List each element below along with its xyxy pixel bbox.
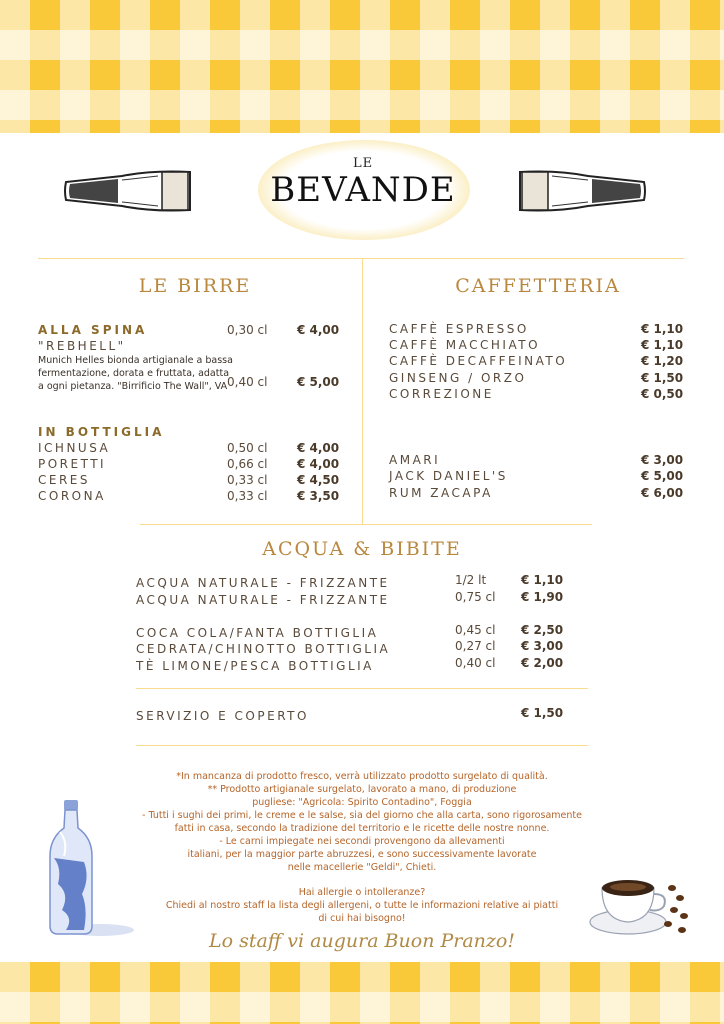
drink-qty: 0,45 cl <box>455 623 496 637</box>
beer-glass-right-icon <box>516 160 648 222</box>
beer-qty: 0,66 cl <box>227 457 268 471</box>
servizio-name: SERVIZIO E COPERTO <box>136 709 309 723</box>
beer-name: CERES <box>38 473 90 487</box>
spina-beer-name: "REBHELL" <box>38 339 126 353</box>
note-line: pugliese: "Agricola: Spirito Contadino", Foggia <box>252 797 472 808</box>
section-title-acqua: ACQUA & BIBITE <box>262 538 462 560</box>
coffee-price: € 1,50 <box>641 371 684 385</box>
drink-price: € 3,00 <box>521 639 564 653</box>
note-line: - Tutti i sughi dei primi, le creme e le salse, sia del giorno che alla carta, sono rigorosamente <box>142 810 582 821</box>
coffee-name: CORREZIONE <box>389 387 494 401</box>
drink-name: CEDRATA/CHINOTTO BOTTIGLIA <box>136 642 391 656</box>
section-title-caffetteria: CAFFETTERIA <box>455 275 621 297</box>
liquor-name: JACK DANIEL'S <box>389 469 508 483</box>
water-price: € 1,90 <box>521 590 564 604</box>
spina-label: ALLA SPINA <box>38 323 148 337</box>
servizio-price: € 1,50 <box>521 706 564 720</box>
beer-price: € 4,00 <box>297 457 340 471</box>
drink-price: € 2,50 <box>521 623 564 637</box>
allergy-line: Chiedi al nostro staff la lista degli allergeni, o tutte le informazioni relative ai piatti <box>165 900 559 911</box>
note-line: - Le carni impiegate nei secondi provengono da allevamenti <box>219 836 505 847</box>
coffee-price: € 1,20 <box>641 354 684 368</box>
water-name: ACQUA NATURALE - FRIZZANTE <box>136 593 390 607</box>
coffee-name: CAFFÈ MACCHIATO <box>389 338 541 352</box>
beer-qty: 0,50 cl <box>227 441 268 455</box>
drink-name: COCA COLA/FANTA BOTTIGLIA <box>136 626 379 640</box>
coffee-cup-icon <box>588 868 692 946</box>
note-line: fatti in casa, secondo la tradizione del territorio e le ricette delle nostre nonne. <box>174 823 550 834</box>
coffee-name: CAFFÈ ESPRESSO <box>389 322 529 336</box>
water-qty: 1/2 lt <box>455 573 487 587</box>
gingham-border-top <box>0 0 724 133</box>
beer-name: ICHNUSA <box>38 441 111 455</box>
note-line: nelle macellerie "Geldi", Chieti. <box>287 862 437 873</box>
beer-qty: 0,33 cl <box>227 489 268 503</box>
coffee-name: CAFFÈ DECAFFEINATO <box>389 354 568 368</box>
beer-name: CORONA <box>38 489 106 503</box>
coffee-price: € 1,10 <box>641 322 684 336</box>
beer-glass-left-icon <box>62 160 194 222</box>
drink-name: TÈ LIMONE/PESCA BOTTIGLIA <box>136 659 374 673</box>
beer-qty: 0,33 cl <box>227 473 268 487</box>
beer-name: PORETTI <box>38 457 107 471</box>
note-line: ** Prodotto artigianale surgelato, lavorato a mano, di produzione <box>207 784 517 795</box>
liquor-name: RUM ZACAPA <box>389 486 493 500</box>
note-line: italiani, per la maggior parte abruzzesi, e sono successivamente lavorate <box>187 849 537 860</box>
page-title: BEVANDE <box>270 170 456 210</box>
bottiglia-label: IN BOTTIGLIA <box>38 425 165 439</box>
coffee-price: € 1,10 <box>641 338 684 352</box>
water-qty: 0,75 cl <box>455 590 496 604</box>
gingham-border-bottom <box>0 962 724 1024</box>
drink-qty: 0,27 cl <box>455 639 496 653</box>
spina-description: Munich Helles bionda artigianale a bassa fermentazione, dorata e fruttata, adatta a ogni pietanza. "Birrificio The Wall", VA <box>38 355 233 392</box>
spina-price: € 5,00 <box>297 375 340 389</box>
spina-qty: 0,40 cl <box>227 375 268 389</box>
divider-top <box>38 258 684 259</box>
water-bottle-icon <box>40 798 136 942</box>
water-price: € 1,10 <box>521 573 564 587</box>
divider-middle <box>140 524 592 525</box>
drink-qty: 0,40 cl <box>455 656 496 670</box>
title-small: LE <box>352 156 374 171</box>
divider-servizio <box>136 688 588 689</box>
spina-qty: 0,30 cl <box>227 323 268 337</box>
note-line: *In mancanza di prodotto fresco, verrà utilizzato prodotto surgelato di qualità. <box>176 771 548 782</box>
liquor-price: € 5,00 <box>641 469 684 483</box>
spina-price: € 4,00 <box>297 323 340 337</box>
coffee-price: € 0,50 <box>641 387 684 401</box>
section-title-birre: LE BIRRE <box>138 275 252 297</box>
allergy-line: di cui hai bisogno! <box>318 913 406 924</box>
beer-price: € 4,00 <box>297 441 340 455</box>
divider-bottom <box>136 745 588 746</box>
signoff-text: Lo staff vi augura Buon Pranzo! <box>208 930 515 952</box>
beer-price: € 4,50 <box>297 473 340 487</box>
water-name: ACQUA NATURALE - FRIZZANTE <box>136 576 390 590</box>
divider-vertical <box>362 258 363 524</box>
liquor-price: € 6,00 <box>641 486 684 500</box>
allergy-line: Hai allergie o intolleranze? <box>298 887 426 898</box>
liquor-price: € 3,00 <box>641 453 684 467</box>
liquor-name: AMARI <box>389 453 441 467</box>
drink-price: € 2,00 <box>521 656 564 670</box>
coffee-name: GINSENG / ORZO <box>389 371 527 385</box>
beer-price: € 3,50 <box>297 489 340 503</box>
